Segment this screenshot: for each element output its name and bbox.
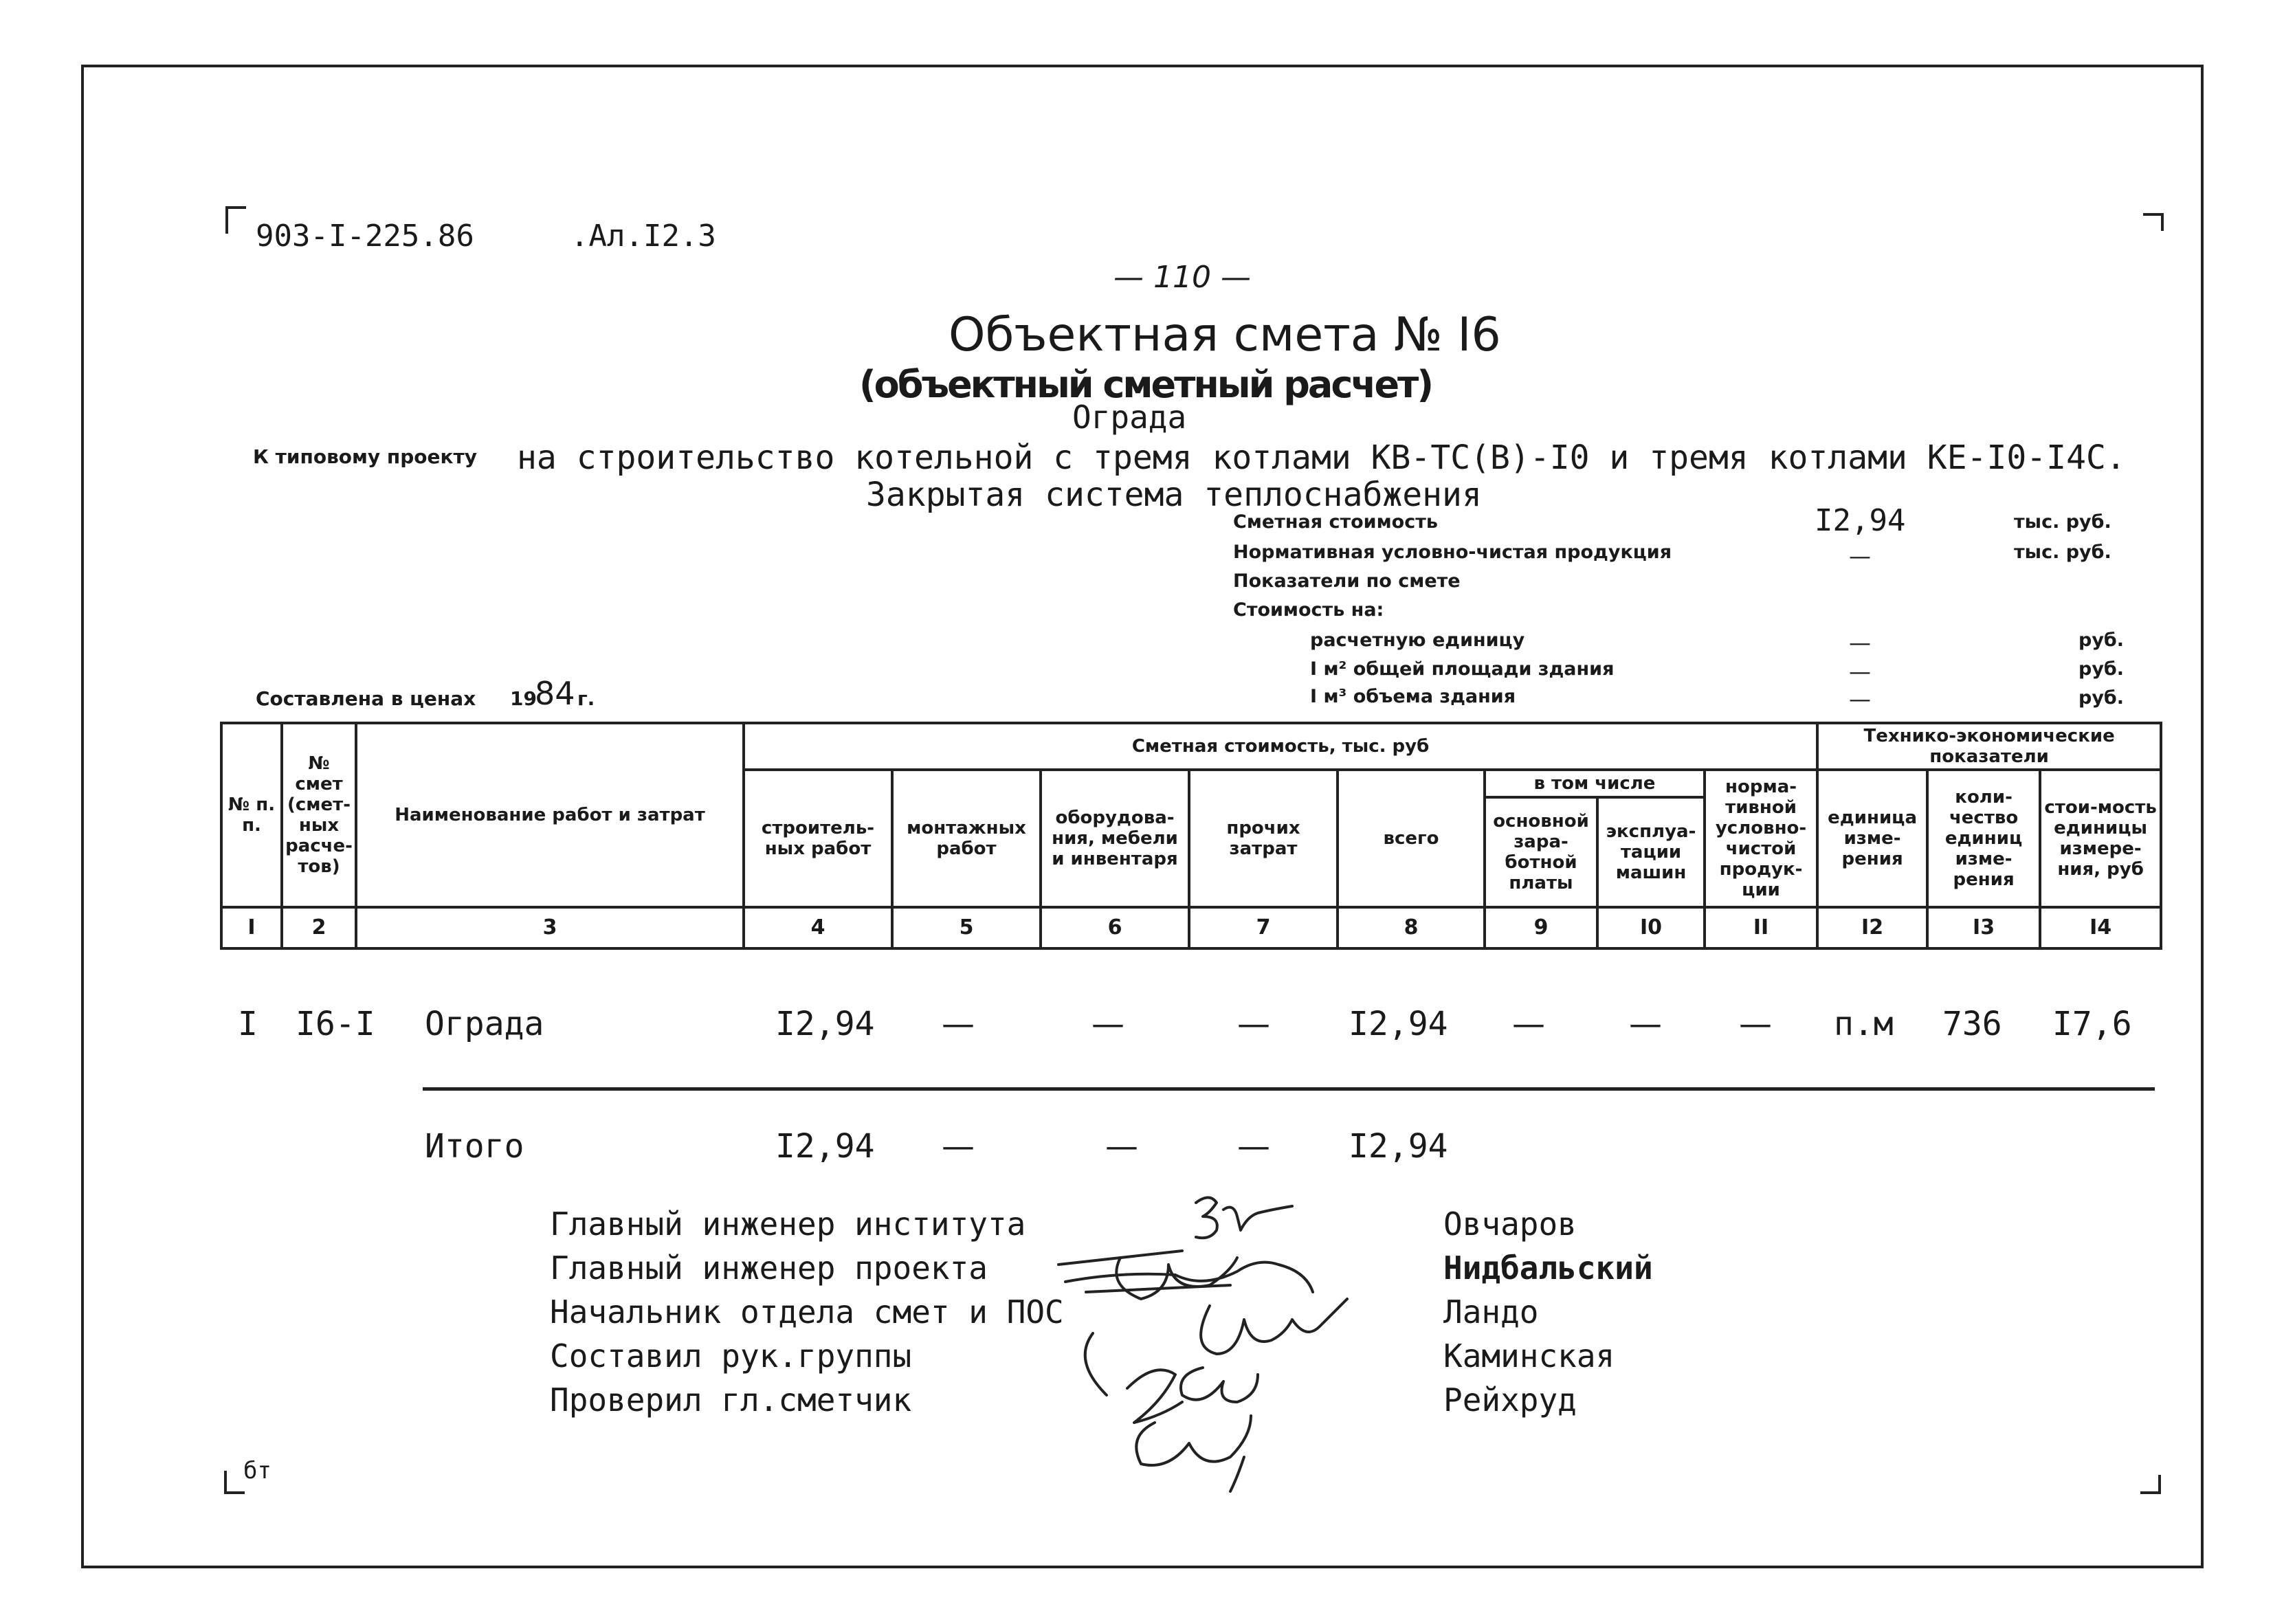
header-normative-product: норма-тивной условно-чистой продук-ции: [1705, 770, 1817, 907]
cost-unit: тыс. руб.: [2014, 511, 2111, 533]
prices-year-prefix: 19: [510, 687, 537, 710]
document-number: 903-I-225.86: [256, 219, 474, 254]
unit-cost-unit: руб.: [2078, 630, 2125, 651]
cost-label: Сметная стоимость: [1233, 511, 1438, 533]
unit-cost-label: расчетную единицу: [1310, 630, 1525, 651]
corner-mark-top-right: [2143, 213, 2164, 231]
totals-other: —: [1237, 1127, 1270, 1166]
area-cost-value: —: [1849, 658, 1871, 685]
page-number: — 110 —: [1113, 260, 1251, 295]
column-number: I4: [2040, 907, 2161, 948]
row-other: —: [1237, 1005, 1270, 1043]
column-number: 2: [282, 907, 356, 948]
prices-year-value: 84: [535, 675, 575, 712]
document-subtitle: (объектный сметный расчет): [859, 363, 1432, 406]
prices-label: Составлена в ценах: [256, 687, 476, 710]
divider-line: [423, 1087, 2155, 1091]
footer-mark: бт: [243, 1457, 271, 1484]
row-number: I: [238, 1005, 258, 1043]
column-number: 4: [744, 907, 892, 948]
signature-name: Нидбальский: [1443, 1249, 1653, 1287]
signature-role: Проверил гл.сметчик: [550, 1381, 912, 1419]
volume-cost-label: I м³ объема здания: [1310, 686, 1516, 707]
signature-name: Овчаров: [1443, 1205, 1577, 1243]
row-estimate-number: I6-I: [296, 1005, 375, 1043]
header-including: в том числе: [1485, 770, 1705, 797]
totals-total: I2,94: [1349, 1127, 1448, 1166]
totals-label: Итого: [425, 1127, 524, 1166]
signature-role: Составил рук.группы: [550, 1337, 912, 1375]
row-unit: п.м: [1834, 1005, 1894, 1043]
totals-equipment: —: [1105, 1127, 1138, 1166]
corner-mark-bottom-left: [224, 1471, 245, 1494]
row-base-wage: —: [1512, 1005, 1545, 1043]
header-unit-cost: стои-мость единицы измере-ния, руб: [2040, 770, 2161, 907]
npp-label: Нормативная условно-чистая продукция: [1233, 542, 1672, 563]
totals-mounting: —: [942, 1127, 975, 1166]
corner-mark-bottom-right: [2140, 1475, 2161, 1494]
header-mounting: монтажных работ: [892, 770, 1041, 907]
header-base-wage: основной зара-ботной платы: [1485, 797, 1597, 907]
row-construction: I2,94: [775, 1005, 875, 1043]
unit-cost-value: —: [1849, 630, 1871, 656]
signature-role: Главный инженер проекта: [550, 1249, 988, 1287]
signature-role: Главный инженер института: [550, 1205, 1026, 1243]
estimate-table-header: [220, 722, 2162, 950]
signature-role: Начальник отдела смет и ПОС: [550, 1293, 1064, 1331]
handwritten-signatures: [1045, 1182, 1402, 1498]
header-estimated-cost: Сметная стоимость, тыс. руб: [744, 723, 1817, 770]
header-other: прочих затрат: [1189, 770, 1338, 907]
column-number: I: [221, 907, 282, 948]
header-construction: строитель-ных работ: [744, 770, 892, 907]
row-work-name: Ограда: [425, 1005, 544, 1043]
area-cost-unit: руб.: [2078, 658, 2125, 680]
row-machine-operation: —: [1629, 1005, 1662, 1043]
area-cost-label: I м² общей площади здания: [1310, 658, 1615, 680]
cost-value: I2,94: [1815, 503, 1906, 538]
column-number: I0: [1597, 907, 1705, 948]
cost-per-label: Стоимость на:: [1233, 599, 1384, 621]
npp-value: —: [1849, 543, 1871, 569]
volume-cost-value: —: [1849, 686, 1871, 712]
column-number: 6: [1041, 907, 1189, 948]
header-estimate-number: № смет (смет-ных расче-тов): [282, 723, 356, 907]
row-quantity: 736: [1942, 1005, 2002, 1043]
row-unit-cost: I7,6: [2052, 1005, 2132, 1043]
signature-name: Рейхруд: [1443, 1381, 1577, 1419]
row-total: I2,94: [1349, 1005, 1448, 1043]
header-total: всего: [1338, 770, 1485, 907]
npp-unit: тыс. руб.: [2014, 542, 2111, 563]
header-row-number: № п. п.: [221, 723, 282, 907]
column-number: 8: [1338, 907, 1485, 948]
header-unit: единица изме-рения: [1817, 770, 1927, 907]
project-system: Закрытая система теплоснабжения: [866, 476, 1482, 514]
header-equipment: оборудова-ния, мебели и инвентаря: [1041, 770, 1189, 907]
estimate-indicators-label: Показатели по смете: [1233, 570, 1461, 592]
prices-year-suffix: г.: [577, 687, 595, 710]
column-number: I2: [1817, 907, 1927, 948]
row-equipment: —: [1091, 1005, 1124, 1043]
column-number: 5: [892, 907, 1041, 948]
document-title: Объектная смета № I6: [949, 308, 1501, 362]
project-description: на строительство котельной с тремя котлами КВ-ТС(В)-I0 и тремя котлами КЕ-I0-I4С.: [517, 438, 2126, 477]
volume-cost-unit: руб.: [2078, 687, 2125, 709]
header-machine-operation: эксплуа-тации машин: [1597, 797, 1705, 907]
sheet-reference: .Ал.I2.3: [570, 219, 716, 254]
header-work-name: Наименование работ и затрат: [356, 723, 744, 907]
totals-construction: I2,94: [775, 1127, 875, 1166]
corner-mark-top-left: [225, 206, 246, 234]
project-label: К типовому проекту: [253, 445, 478, 468]
header-tech-economic: Технико-экономические показатели: [1817, 723, 2161, 770]
column-number: 9: [1485, 907, 1597, 948]
column-number: 3: [356, 907, 744, 948]
column-number: 7: [1189, 907, 1338, 948]
column-number: II: [1705, 907, 1817, 948]
signature-name: Каминская: [1443, 1337, 1615, 1375]
row-normative-product: —: [1739, 1005, 1772, 1043]
object-name: Ограда: [1072, 399, 1187, 436]
row-mounting: —: [942, 1005, 975, 1043]
signature-name: Ландо: [1443, 1293, 1539, 1331]
header-quantity: коли-чество единиц изме-рения: [1927, 770, 2040, 907]
column-number: I3: [1927, 907, 2040, 948]
